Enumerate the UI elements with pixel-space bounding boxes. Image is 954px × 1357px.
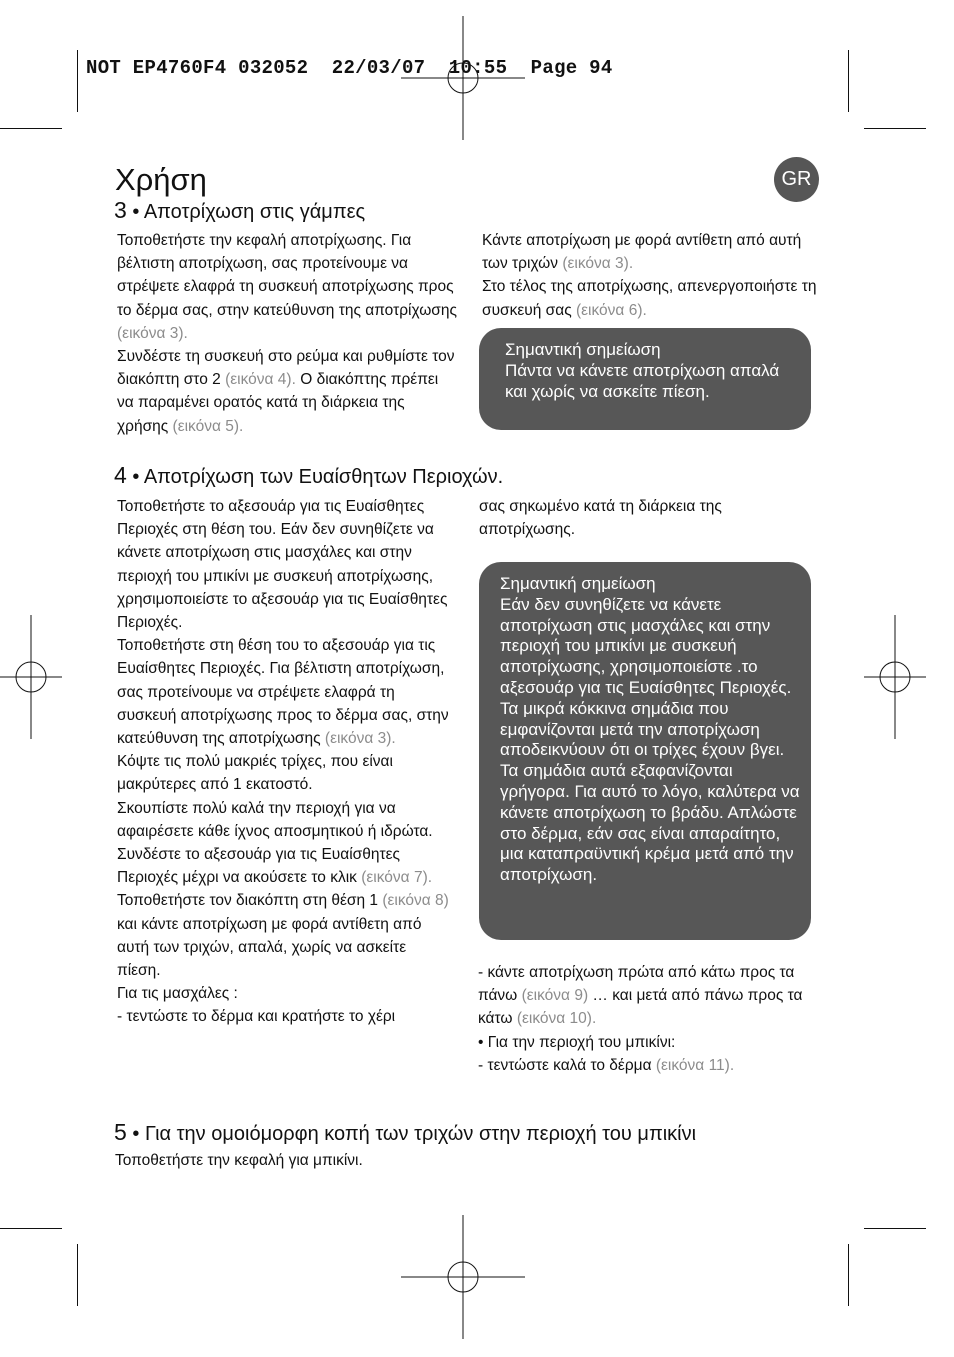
section-4-left-column [117,495,452,1029]
note-text: Πάντα να κάνετε αποτρίχωση απαλά και χωρίς να ασκείτε πίεση. [505,360,780,401]
paragraph: Τοποθετήστε την κεφαλή αποτρίχωσης. Για βέλτιστη αποτρίχωση, σας προτείνουμε να στρέψετε ελαφρά τη συσκευή αποτρίχωσης προς το δέρμα σας, στην κατεύθυνση της αποτρίχωσης (εικόνα 3). [117,232,457,342]
paragraph: Τοποθετήστε τον διακόπτη στη θέση 1 (εικόνα 8) και κάντε αποτρίχωση με φορά αντίθετη από αυτή των τριχών, απαλά, χωρίς να ασκείτε πίεση. [117,892,449,980]
paragraph: Στο τέλος της αποτρίχωσης, απενεργοποιήστε τη συσκευή σας (εικόνα 6). [482,278,817,319]
printer-slug: NOT EP4760F4 032052 22/03/07 10:55 Page 94 [86,57,613,79]
language-badge: GR [774,157,819,202]
important-note-box [479,562,811,940]
figure-ref: (εικόνα 5). [172,417,244,435]
paragraph: - τεντώστε καλά το δέρμα (εικόνα 11). [478,1056,735,1074]
figure-ref: (εικόνα 3). [324,730,396,748]
section-4-heading [114,462,503,489]
section-number: 4 [114,462,127,488]
paragraph: Τοποθετήστε το αξεσουάρ για τις Ευαίσθητες Περιοχές στη θέση του. Εάν δεν συνηθίζετε να κάνετε αποτρίχωση στις μασχάλες και στην περιοχή του μπικίνι με συσκευή αποτρίχωσης, χρησιμοποιείστε το αξεσουάρ για τις Ευαίσθητες Περιοχές. [117,498,448,632]
paragraph: Κόψτε τις πολύ μακριές τρίχες, που είναι μακρύτερες από 1 εκατοστό. [117,753,393,794]
section-5-text: Τοποθετήστε την κεφαλή για μπικίνι. [115,1152,363,1169]
paragraph: - κάντε αποτρίχωση πρώτα από κάτω προς τα πάνω (εικόνα 9) … και μετά από πάνω προς τα κάτω (εικόνα 10). [478,964,803,1028]
paragraph: Τοποθετήστε στη θέση του το αξεσουάρ για τις Ευαίσθητες Περιοχές. Για βέλτιστη αποτρίχωση, σας προτείνουμε να στρέψετε ελαφρά τη συσκευή αποτρίχωσης προς το δέρμα σας, στην κατεύθυνση της αποτρίχωσης (εικόνα 3). [117,637,449,748]
page-title: Χρήση [115,162,207,197]
figure-ref: (εικόνα 7). [361,869,433,887]
figure-ref: (εικόνα 10). [516,1010,597,1028]
figure-ref: (εικόνα 8) [382,892,449,910]
bullet: • [132,201,140,223]
paragraph: Συνδέστε το αξεσουάρ για τις Ευαίσθητες Περιοχές μέχρι να ακούσετε το κλικ (εικόνα 7). [117,846,433,887]
section-3-left-column [117,229,457,438]
section-title: Αποτρίχωση των Ευαίσθητων Περιοχών. [143,466,504,488]
bullet: • [132,466,140,488]
important-note-box [479,328,811,430]
note-heading: Σημαντική σημείωση [505,340,661,359]
section-4-right-column-top [479,495,779,541]
section-title: Αποτρίχωση στις γάμπες [143,201,366,223]
figure-ref: (εικόνα 3). [117,324,188,342]
paragraph: - τεντώστε το δέρμα και κρατήστε το χέρι [117,1008,396,1026]
section-number: 5 [114,1119,127,1145]
section-5-heading [114,1119,696,1146]
paragraph: Συνδέστε τη συσκευή στο ρεύμα και ρυθμίστε τον διακόπτη στο 2 (εικόνα 4). Ο διακόπτης πρέπει να παραμένει ορατός κατά τη διάρκεια της χρήσης (εικόνα 5). [117,348,455,435]
note-text: Τα μικρά κόκκινα σημάδια που εμφανίζονται μετά την αποτρίχωση αποδεικνύουν ότι οι τρίχες έχουν βγει. Τα σημάδια αυτά εξαφανίζονται γρήγορα. Για αυτό το λόγο, καλύτερα να κάνετε αποτρίχωση το βράδυ. Απλώστε στο δέρμα, εάν σας είναι απαραίτητο, μια καταπραϋντική κρέμα μετά από την αποτρίχωση. [500,698,800,885]
note-text: Εάν δεν συνηθίζετε να κάνετε αποτρίχωση στις μασχάλες και στην περιοχή του μπικίνι με συσκευή αποτρίχωσης, χρησιμοποιείστε .το αξεσουάρ για τις Ευαίσθητες Περιοχές. [500,594,792,697]
figure-ref: (εικόνα 4). [225,371,296,389]
paragraph: • Για την περιοχή του μπικίνι: [478,1033,676,1051]
bullet: • [132,1123,140,1145]
paragraph: Σκουπίστε πολύ καλά την περιοχή για να αφαιρέσετε κάθε ίχνος αποσμητικού ή ιδρώτα. [117,799,433,840]
paragraph: σας σηκωμένο κατά τη διάρκεια της αποτρίχωσης. [479,498,722,539]
paragraph: Για τις μασχάλες : [117,985,238,1003]
section-title: Για την ομοιόμορφη κοπή των τριχών στην περιοχή του μπικίνι [144,1123,697,1145]
figure-ref: (εικόνα 3). [562,255,634,273]
registration-mark-icon [0,615,62,739]
figure-ref: (εικόνα 6). [575,301,647,319]
section-3-right-column [482,229,822,322]
figure-ref: (εικόνα 9) [521,987,589,1005]
note-heading: Σημαντική σημείωση [500,574,656,593]
paragraph: Κάντε αποτρίχωση με φορά αντίθετη από αυτή των τριχών (εικόνα 3). [482,232,802,273]
figure-ref: (εικόνα 11). [655,1056,735,1074]
registration-mark-icon [401,1215,525,1339]
section-number: 3 [114,197,127,223]
registration-mark-icon [864,615,926,739]
section-3-heading [114,197,365,224]
section-4-right-column-bottom [478,961,823,1077]
